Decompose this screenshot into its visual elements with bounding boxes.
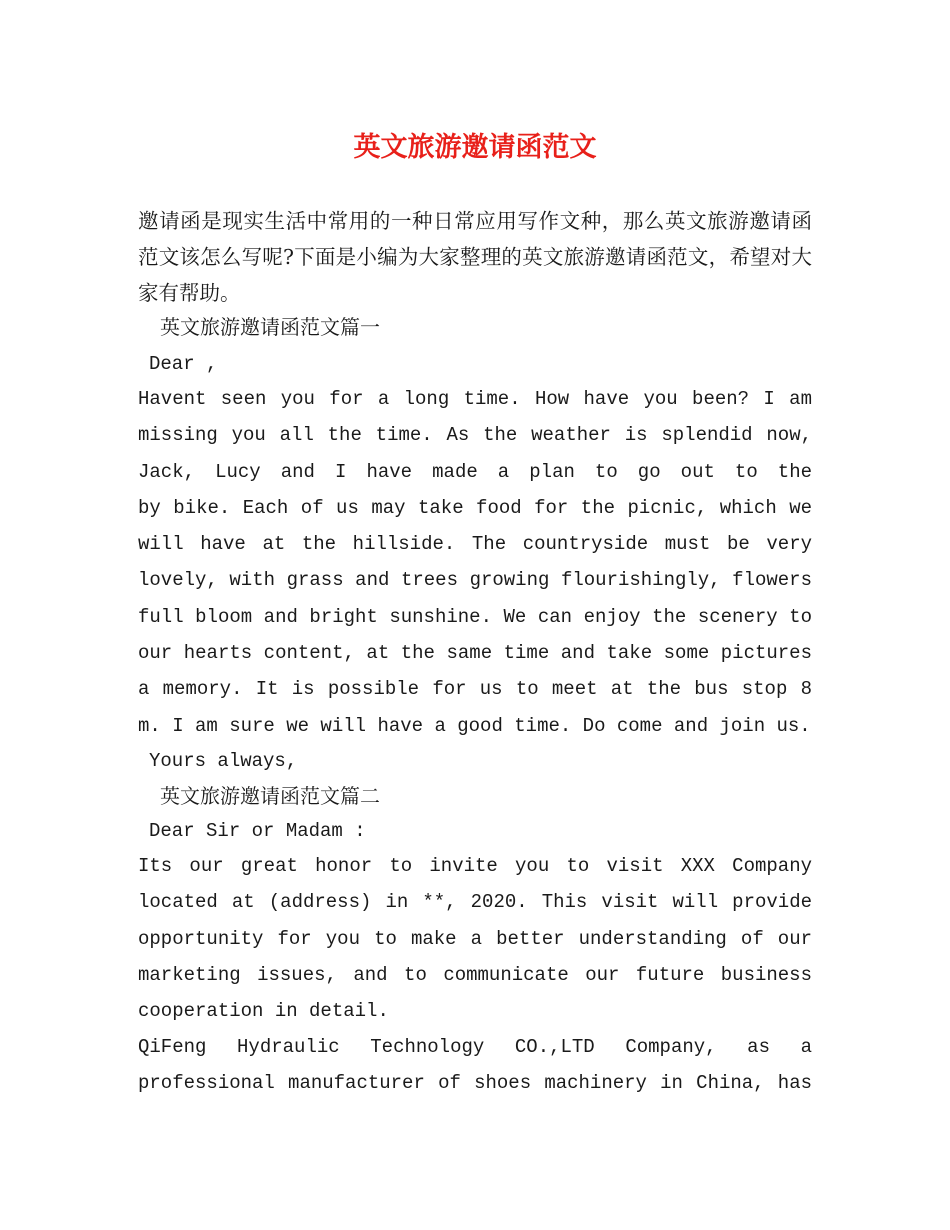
text-line: lovely, with grass and trees growing flourishingly, flowers [138, 569, 812, 592]
text-line: our hearts content, at the same time and take some pictures [138, 642, 812, 665]
text-line: full bloom and bright sunshine. We can enjoy the scenery to [138, 605, 812, 628]
text-line: opportunity for you to make a better understanding of our [138, 927, 812, 950]
document-title: 英文旅游邀请函范文 [353, 132, 597, 163]
text-line: missing you all the time. As the weather is splendid now, [138, 424, 812, 447]
section2-paragraph-1 [138, 848, 812, 1029]
text-line: professional manufacturer of shoes machinery in China, has [138, 1072, 812, 1095]
text-line: located at (address) in **, 2020. This visit will provide [138, 891, 812, 914]
section2-paragraph-2 [138, 1029, 812, 1102]
section1-salutation: Dear , [149, 353, 218, 375]
text-line: will have at the hillside. The countryside must be very [138, 533, 812, 556]
intro-paragraph: 邀请函是现实生活中常用的一种日常应用写作文种，那么英文旅游邀请函范文该怎么写呢?下面是小编为大家整理的英文旅游邀请函范文，希望对大家有帮助。 [138, 209, 812, 305]
text-line: cooperation in detail. [138, 1000, 389, 1023]
text-line: Jack, Lucy and I have made a plan to go out to the [138, 460, 812, 483]
section2-salutation: Dear Sir or Madam : [149, 820, 366, 842]
section2-heading: 英文旅游邀请函范文篇二 [160, 784, 380, 808]
text-line: by bike. Each of us may take food for the picnic, which we [138, 496, 812, 519]
section1-heading: 英文旅游邀请函范文篇一 [160, 315, 380, 339]
text-line: marketing issues, and to communicate our future business [138, 963, 812, 986]
text-line: a memory. It is possible for us to meet at the bus stop 8 [138, 678, 812, 701]
text-line: Havent seen you for a long time. How have you been? I am [138, 388, 812, 410]
section1-closing: Yours always, [149, 750, 298, 772]
text-line: m. I am sure we will have a good time. Do come and join us. [138, 714, 811, 737]
text-line: Its our great honor to invite you to visit XXX Company [138, 855, 812, 877]
section1-body [138, 381, 812, 744]
text-line: QiFeng Hydraulic Technology CO.,LTD Company, as a [138, 1036, 812, 1058]
